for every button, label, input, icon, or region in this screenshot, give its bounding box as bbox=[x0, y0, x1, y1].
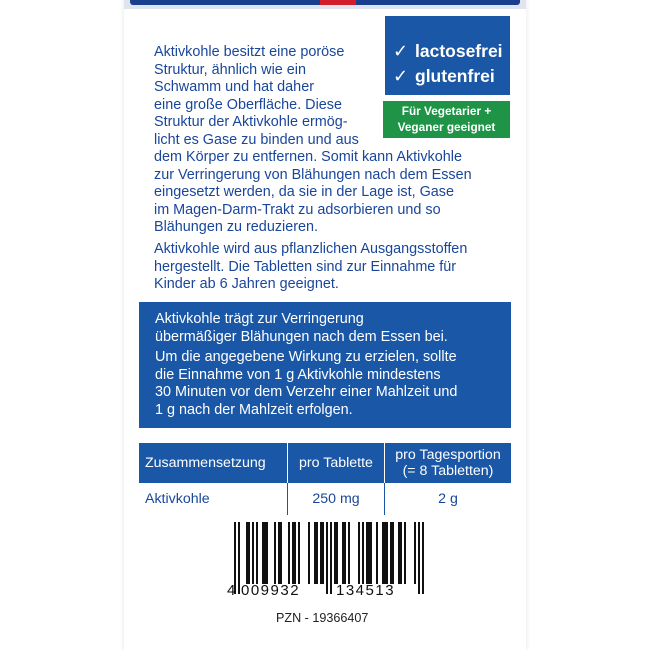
barcode-bar bbox=[274, 522, 276, 584]
check-icon: ✓ bbox=[393, 66, 409, 86]
barcode-bar bbox=[316, 522, 318, 584]
top-edge-branding bbox=[124, 0, 526, 9]
barcode-bar bbox=[280, 522, 282, 584]
barcode-bar bbox=[298, 522, 300, 584]
barcode-bar bbox=[320, 522, 322, 584]
check-icon: ✓ bbox=[393, 41, 409, 61]
barcode-bar bbox=[252, 522, 254, 584]
barcode-bar bbox=[366, 522, 368, 584]
barcode-bar bbox=[404, 522, 406, 584]
barcode-bar bbox=[368, 522, 370, 584]
barcode-bar bbox=[264, 522, 266, 584]
barcode-bar bbox=[384, 522, 386, 584]
gluten-free-label: ✓ glutenfrei bbox=[393, 66, 495, 86]
barcode-bar bbox=[334, 522, 336, 584]
vegan-badge: Für Vegetarier + Veganer geeignet bbox=[383, 101, 510, 138]
intro-text-wide: dem Körper zu entfernen. Somit kann Aktivkohle zur Verringerung von Blähungen nach dem Essen eingesetzt werden, da sie in der Lage ist, Gase im Magen-Darm-Trakt zu adsorbieren und so Blähungen zu reduzieren. bbox=[154, 149, 472, 236]
brand-red-mark bbox=[320, 0, 356, 5]
intro-text-narrow: Aktivkohle besitzt eine poröse Struktur, ähnlich wie ein Schwamm und hat daher eine große Oberfläche. Diese Struktur der Aktivkohle ermög- licht es Gase zu binden und aus bbox=[154, 44, 359, 148]
barcode-lead-digit: 4 bbox=[227, 582, 236, 599]
header-composition: Zusammensetzung bbox=[139, 443, 288, 483]
barcode-bar bbox=[348, 522, 350, 584]
barcode-bar bbox=[308, 522, 310, 584]
package-back-panel bbox=[124, 0, 526, 650]
lactose-free-label: ✓ lactosefrei bbox=[393, 41, 503, 61]
barcode-bar bbox=[386, 522, 388, 584]
barcode-bar bbox=[292, 522, 294, 584]
ingredient-info-text: Aktivkohle wird aus pflanzlichen Ausgangsstoffen hergestellt. Die Tabletten sind zur Einnahme für Kinder ab 6 Jahren geeignet. bbox=[154, 241, 468, 293]
ingredient-name: Aktivkohle bbox=[145, 491, 210, 507]
dosage-instruction-text: Um die angegebene Wirkung zu erzielen, sollte die Einnahme von 1 g Aktivkohle mindestens 30 Minuten vor dem Verzehr einer Mahlzeit und 1 g nach der Mahlzeit erfolgen. bbox=[155, 349, 458, 418]
barcode-bar bbox=[248, 522, 250, 584]
health-claim-box bbox=[139, 302, 511, 428]
header-per-tablet: pro Tablette bbox=[288, 443, 385, 483]
amount-per-tablet: 250 mg bbox=[288, 483, 385, 515]
barcode-bar bbox=[344, 522, 346, 584]
barcode-bar bbox=[370, 522, 372, 584]
barcode-bar bbox=[418, 522, 420, 594]
composition-table bbox=[139, 443, 511, 515]
barcode-left-digits: 009932 bbox=[241, 582, 301, 599]
barcode-bar bbox=[400, 522, 402, 584]
free-from-badge bbox=[385, 16, 510, 95]
barcode-bar bbox=[398, 522, 400, 584]
amount-per-day: 2 g bbox=[385, 483, 512, 515]
health-claim-text: Aktivkohle trägt zur Verringerung übermäßiger Blähungen nach dem Essen bei. bbox=[155, 311, 448, 345]
barcode-bar bbox=[322, 522, 324, 584]
barcode-bar bbox=[266, 522, 268, 584]
barcode-bar bbox=[238, 522, 240, 594]
barcode-bar bbox=[314, 522, 316, 584]
table-row bbox=[139, 483, 511, 515]
barcode-bar bbox=[376, 522, 378, 584]
barcode-bar bbox=[336, 522, 338, 584]
barcode-bar bbox=[382, 522, 384, 584]
barcode-bar bbox=[362, 522, 364, 584]
pzn-number: PZN - 19366407 bbox=[276, 611, 369, 625]
barcode-bar bbox=[278, 522, 280, 584]
barcode-bar bbox=[288, 522, 290, 584]
barcode-bar bbox=[414, 522, 416, 584]
table-header-row bbox=[139, 443, 511, 483]
barcode-bar bbox=[392, 522, 394, 584]
barcode-bar bbox=[342, 522, 344, 584]
barcode-bar bbox=[390, 522, 392, 584]
barcode-bar bbox=[256, 522, 258, 584]
barcode-bar bbox=[358, 522, 360, 584]
barcode-right-digits: 134513 bbox=[336, 582, 396, 599]
barcode-bar bbox=[330, 522, 332, 594]
barcode-bar bbox=[262, 522, 264, 584]
header-per-daily-portion: pro Tagesportion (= 8 Tabletten) bbox=[385, 443, 512, 483]
barcode-bar bbox=[422, 522, 424, 594]
barcode-bar bbox=[294, 522, 296, 584]
barcode-bar bbox=[246, 522, 248, 584]
barcode-bar bbox=[326, 522, 328, 594]
